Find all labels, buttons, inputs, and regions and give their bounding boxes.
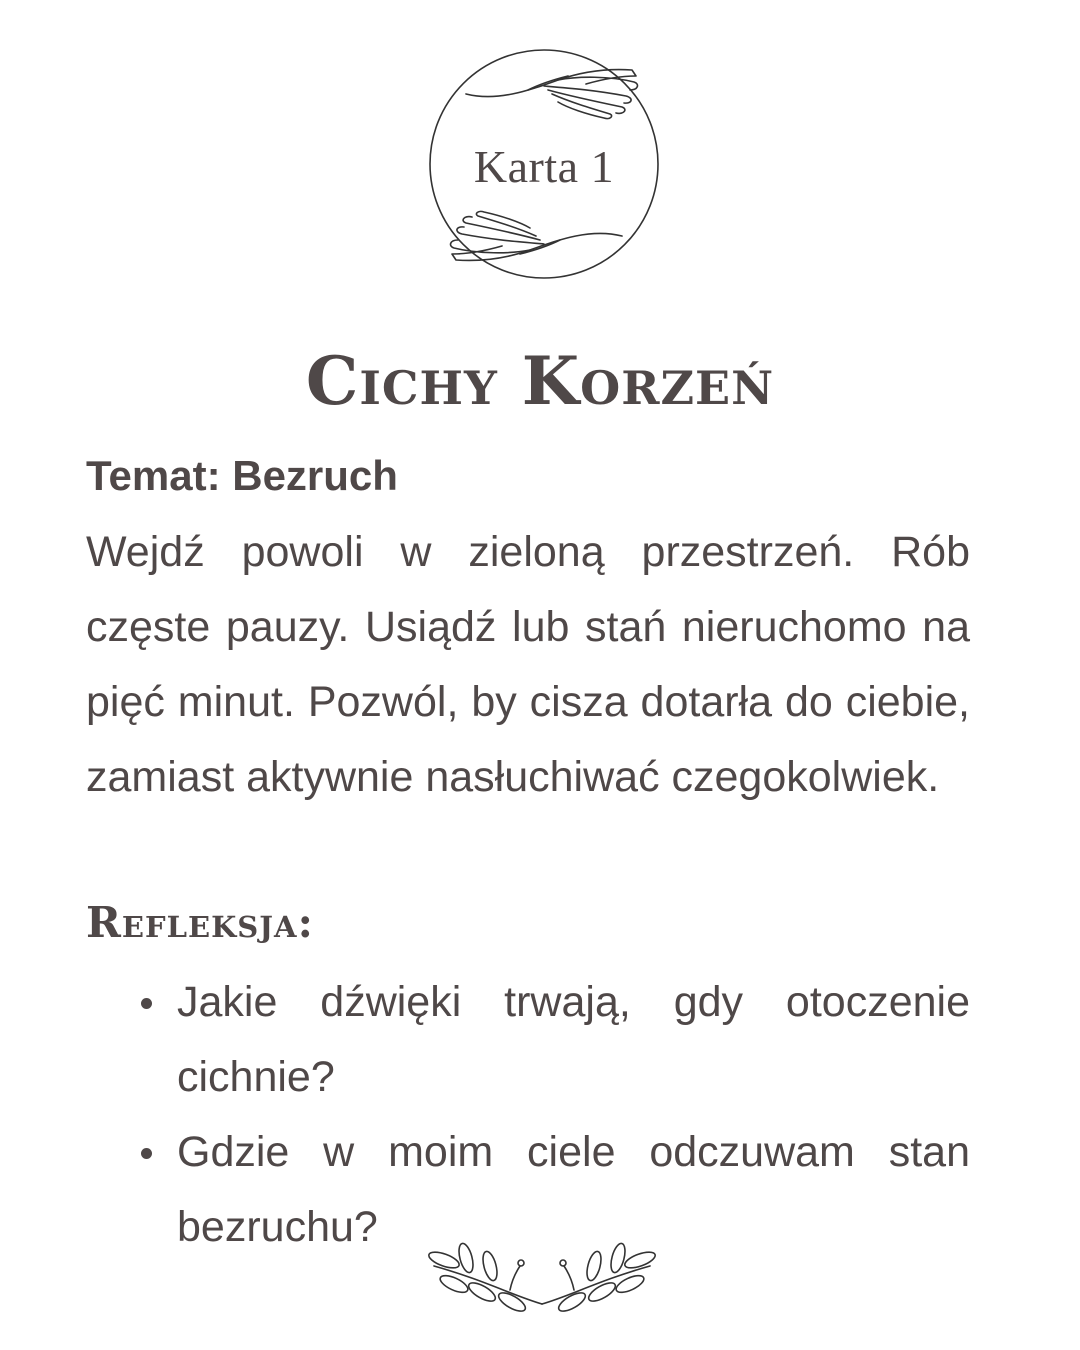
card-theme: Temat: Bezruch — [86, 452, 398, 499]
reflection-questions-list — [135, 965, 970, 1265]
laurel-branches-icon — [414, 1236, 670, 1316]
card-number-label: Karta 1 — [473, 141, 615, 192]
reflection-heading: Refleksja: — [86, 898, 314, 947]
card-body-text: Wejdź powoli w zieloną przestrzeń. Rób częste pauzy. Usiądź lub stań nieruchomo na pięć minut. Pozwól, by cisza dotarła do ciebie, zamiast aktywnie nasłuchiwać czegokolwiek. — [86, 528, 970, 801]
card-title: Cichy Korzeń — [305, 342, 775, 420]
question-text: Jakie dźwięki trwają, gdy otoczenie cichnie? — [177, 978, 970, 1101]
list-item — [135, 965, 970, 1115]
bullet-icon — [141, 998, 152, 1009]
question-text: Gdzie w moim ciele odczuwam stan bezruchu? — [177, 1128, 970, 1251]
bullet-icon — [141, 1148, 152, 1159]
